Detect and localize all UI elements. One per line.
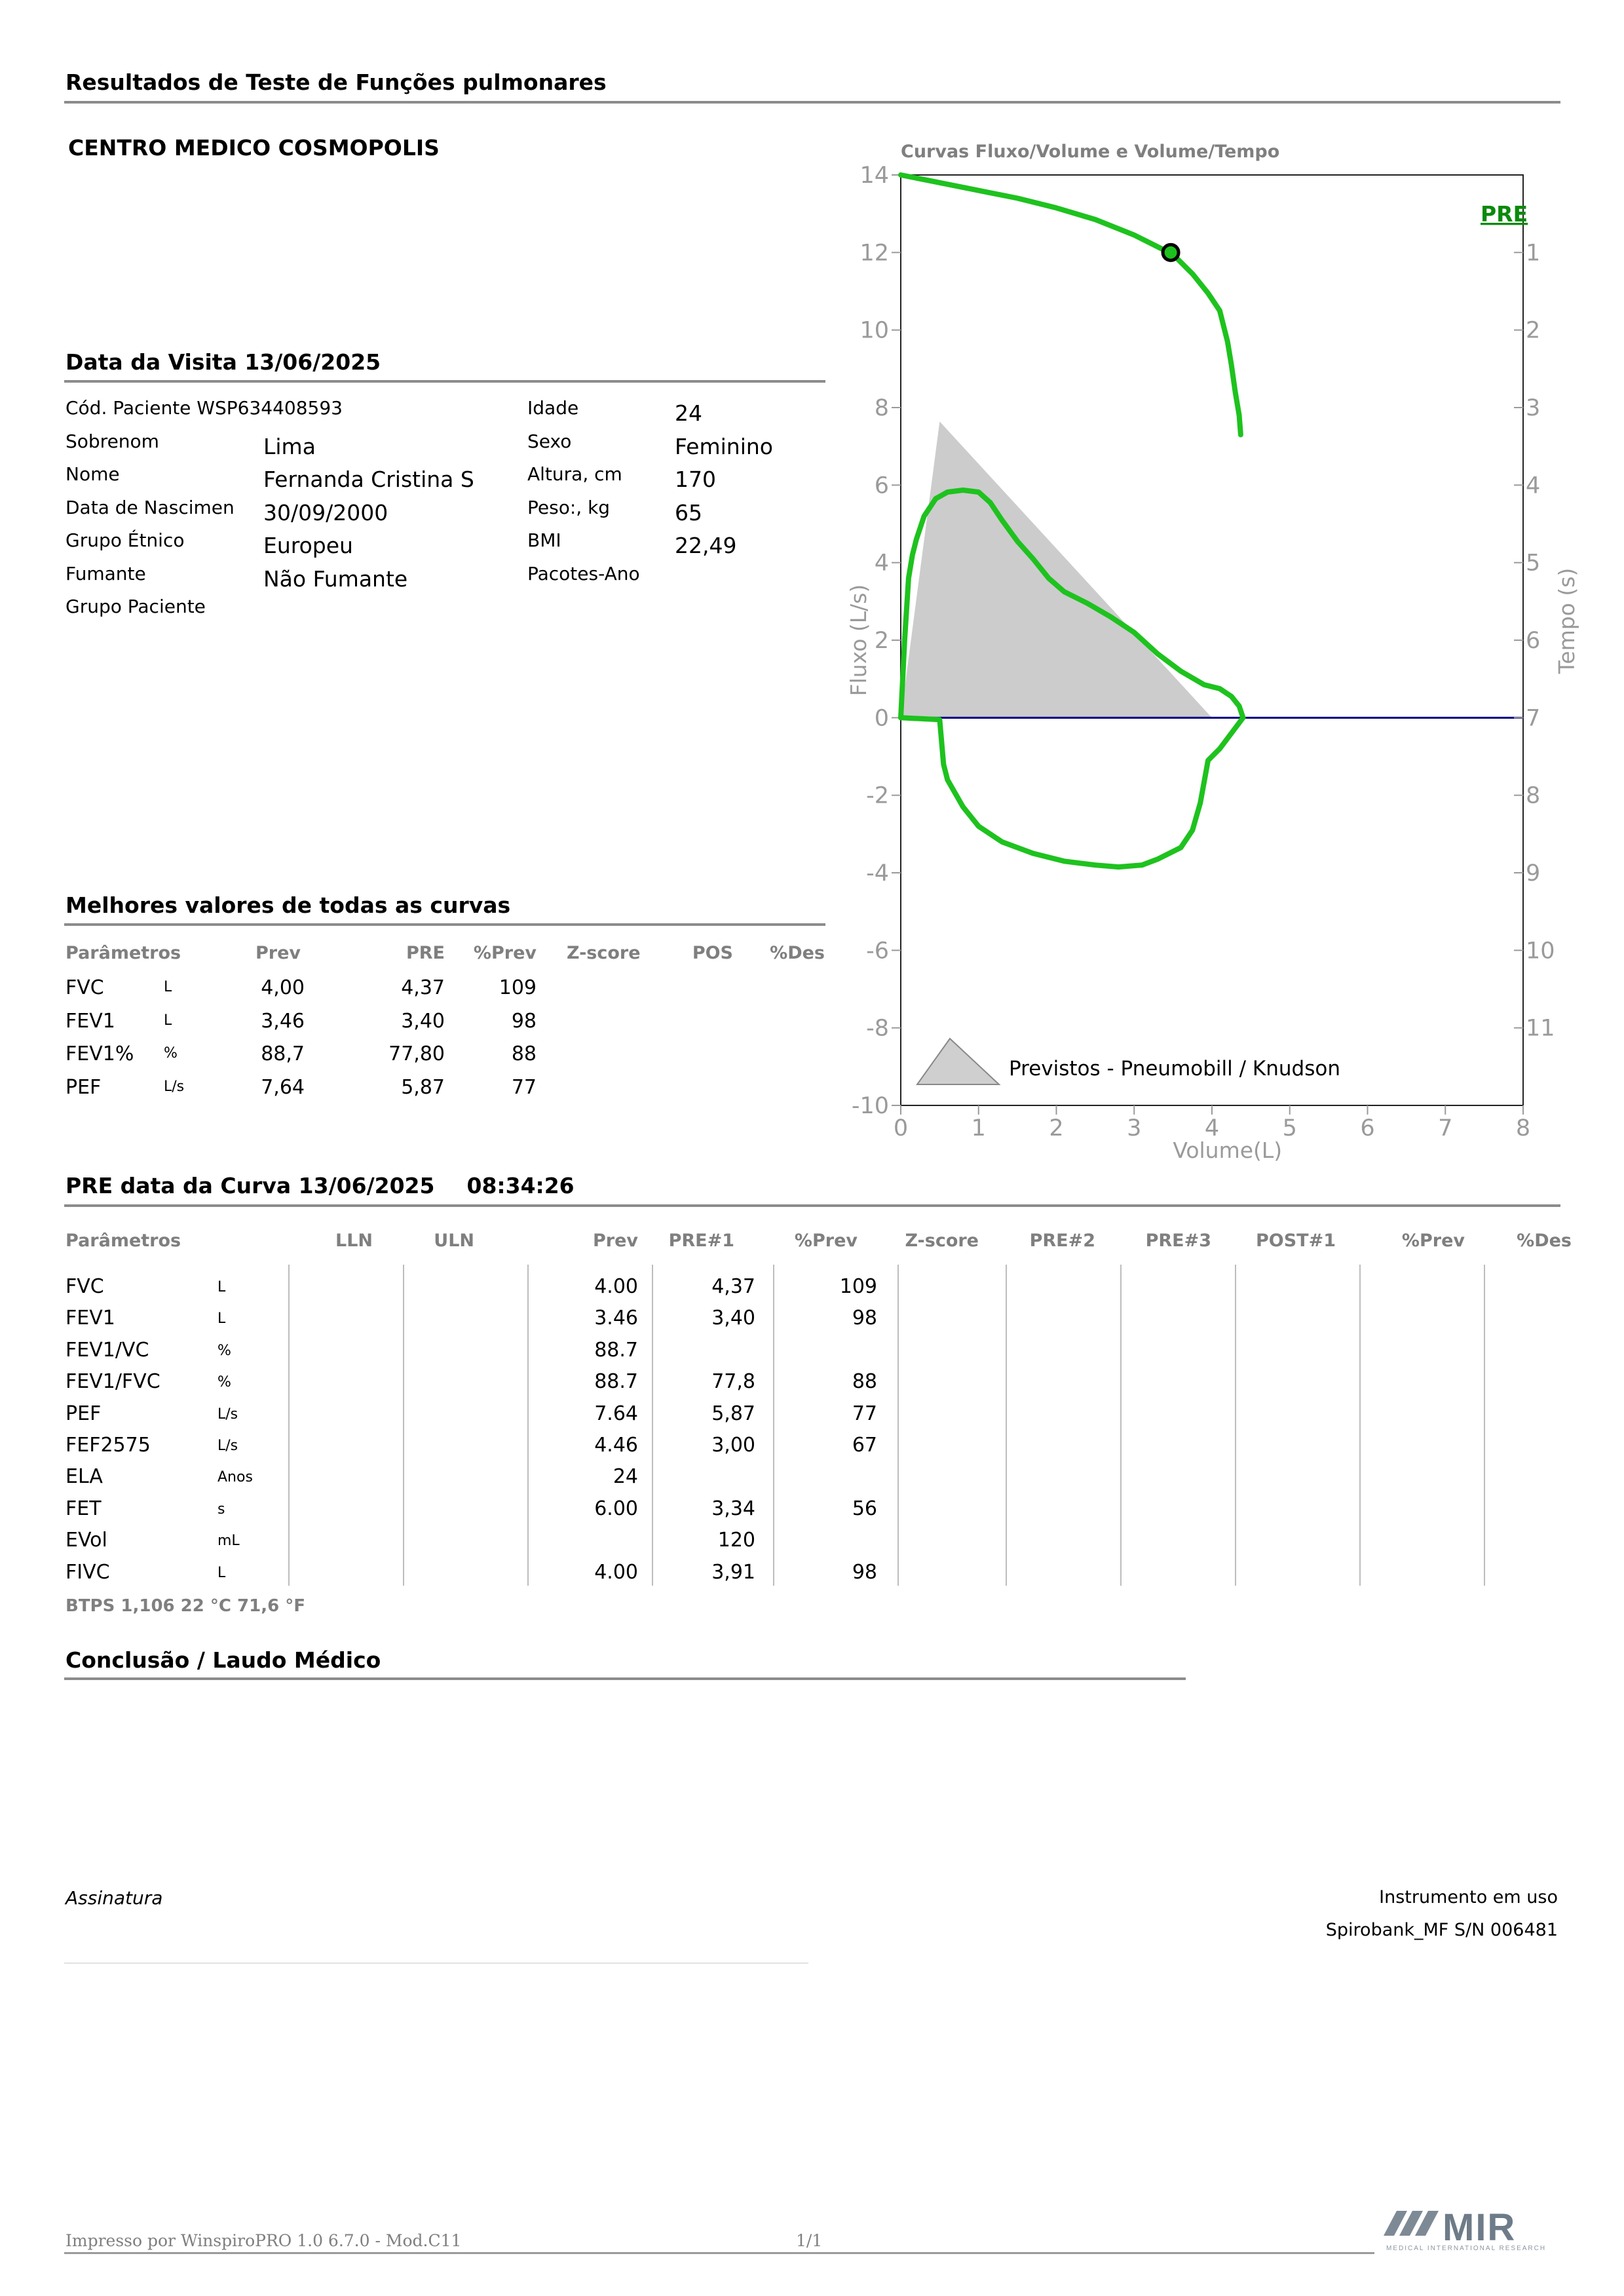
curve-row-pre1: 3,34 xyxy=(711,1497,755,1520)
curve-heading-date: PRE data da Curva 13/06/2025 xyxy=(66,1173,435,1198)
patient-field-value: 22,49 xyxy=(675,533,737,558)
best-row-pre: 77,80 xyxy=(388,1043,445,1065)
best-row-unit: L xyxy=(164,1012,172,1029)
column-separator xyxy=(403,1265,404,1586)
curve-row-pct: 56 xyxy=(852,1497,877,1520)
curve-row-param: FEF2575 xyxy=(66,1434,151,1457)
curve-column-header: PRE#3 xyxy=(1145,1231,1211,1251)
curve-row-pre1: 3,91 xyxy=(711,1560,755,1584)
y-tick-label: 0 xyxy=(874,705,889,732)
curve-row-unit: % xyxy=(217,1374,231,1391)
y-axis-label: Fluxo (L/s) xyxy=(846,584,871,697)
patient-field-label: Grupo Étnico xyxy=(66,529,185,551)
predicted-area xyxy=(901,421,1212,718)
column-separator xyxy=(1006,1265,1007,1586)
curve-column-header: %Prev xyxy=(1401,1231,1465,1251)
y2-tick-label: 3 xyxy=(1526,395,1541,421)
x-tick-label: 8 xyxy=(1515,1115,1531,1141)
patient-field-value: Não Fumante xyxy=(263,565,408,592)
curve-heading-time: 08:34:26 xyxy=(466,1173,575,1198)
curve-column-header: Parâmetros xyxy=(66,1231,181,1251)
patient-field-label: Fumante xyxy=(66,562,146,584)
x-tick-label: 7 xyxy=(1438,1115,1453,1141)
best-row-param: FEV1 xyxy=(66,1009,115,1033)
best-row-prev: 3,46 xyxy=(261,1009,305,1033)
patient-field-label: Sobrenom xyxy=(66,430,159,452)
curve-row-param: FEV1/FVC xyxy=(66,1370,161,1394)
best-values-heading: Melhores valores de todas as curvas xyxy=(66,892,511,918)
volume-time-curve xyxy=(901,175,1241,434)
curve-row-unit: Anos xyxy=(217,1469,253,1486)
best-column-header: POS xyxy=(692,943,733,963)
chart-title: Curvas Fluxo/Volume e Volume/Tempo xyxy=(901,142,1280,162)
curve-row-param: PEF xyxy=(66,1402,102,1425)
y-tick-label: -6 xyxy=(866,938,889,965)
y2-tick-label: 6 xyxy=(1526,628,1541,654)
y-tick-label: 12 xyxy=(859,240,889,267)
patient-field-label: BMI xyxy=(527,529,561,551)
curve-row-prev: 4.00 xyxy=(594,1560,638,1584)
best-column-header: Z-score xyxy=(567,943,641,963)
best-column-header: Parâmetros xyxy=(66,943,181,963)
column-separator xyxy=(527,1265,529,1586)
curve-column-header: PRE#1 xyxy=(668,1231,734,1251)
y-tick-label: 10 xyxy=(859,317,889,344)
printed-by: Impresso por WinspiroPRO 1.0 6.7.0 - Mod.C11 xyxy=(66,2231,462,2250)
y-tick-label: 4 xyxy=(874,550,889,577)
conclusion-divider xyxy=(64,1677,1186,1680)
conclusion-heading: Conclusão / Laudo Médico xyxy=(66,1647,381,1673)
curve-row-param: FVC xyxy=(66,1275,104,1298)
patient-field-label: Peso:, kg xyxy=(527,496,611,518)
curve-row-unit: L xyxy=(217,1311,226,1328)
curve-row-param: FEV1/VC xyxy=(66,1338,149,1362)
instrument-label: Instrumento em uso xyxy=(1379,1887,1558,1907)
patient-field-label: Idade xyxy=(527,397,579,419)
patient-field-value: 24 xyxy=(675,400,702,426)
patient-field-label: Nome xyxy=(66,463,120,485)
best-row-prev: 7,64 xyxy=(261,1075,305,1099)
patient-field-value: Fernanda Cristina S xyxy=(263,467,474,492)
best-row-pct: 77 xyxy=(511,1075,537,1099)
curve-column-header: %Prev xyxy=(794,1231,858,1251)
curve-row-pct: 67 xyxy=(852,1434,877,1457)
y-tick-label: -4 xyxy=(866,860,889,887)
legend-label: Previstos - Pneumobill / Knudson xyxy=(1009,1057,1340,1081)
column-separator xyxy=(288,1265,290,1586)
signature-line xyxy=(64,1962,808,1964)
x-axis-label: Volume(L) xyxy=(1173,1138,1283,1163)
patient-field-value: Lima xyxy=(263,433,316,459)
curve-row-param: FEV1 xyxy=(66,1307,115,1330)
curve-row-prev: 4.46 xyxy=(594,1434,638,1457)
patient-field-value: 65 xyxy=(675,499,702,526)
x-tick-label: 4 xyxy=(1204,1115,1220,1141)
clinic-name: CENTRO MEDICO COSMOPOLIS xyxy=(68,135,440,161)
curve-row-pct: 98 xyxy=(852,1560,877,1584)
curve-row-unit: mL xyxy=(217,1533,240,1550)
column-separator xyxy=(1235,1265,1236,1586)
best-row-param: FEV1% xyxy=(66,1043,134,1065)
curve-row-param: FET xyxy=(66,1497,102,1520)
curve-row-pre1: 77,8 xyxy=(711,1370,755,1394)
report-title: Resultados de Teste de Funções pulmonares xyxy=(66,69,607,95)
column-separator xyxy=(1484,1265,1485,1586)
best-row-param: PEF xyxy=(66,1075,102,1099)
curve-row-prev: 88.7 xyxy=(594,1370,638,1394)
best-row-prev: 4,00 xyxy=(261,976,305,999)
x-tick-label: 3 xyxy=(1127,1115,1142,1141)
curve-row-unit: L xyxy=(217,1279,226,1295)
y2-tick-label: 2 xyxy=(1526,317,1541,344)
curve-row-unit: L/s xyxy=(217,1438,238,1454)
inspiratory-curve xyxy=(901,718,1243,867)
curve-row-pct: 77 xyxy=(852,1402,877,1425)
mir-logo-subtitle: MEDICAL INTERNATIONAL RESEARCH xyxy=(1386,2245,1547,2252)
footer-divider xyxy=(64,2252,1374,2254)
y2-tick-label: 7 xyxy=(1526,705,1541,732)
y-tick-label: -2 xyxy=(866,782,889,809)
best-row-unit: L xyxy=(164,979,172,995)
best-row-pct: 109 xyxy=(499,976,537,999)
column-separator xyxy=(1120,1265,1122,1586)
instrument-value: Spirobank_MF S/N 006481 xyxy=(1325,1920,1558,1940)
best-column-header: Prev xyxy=(255,943,301,963)
y2-tick-label: 10 xyxy=(1526,938,1555,965)
column-separator xyxy=(652,1265,653,1586)
curve-row-unit: L/s xyxy=(217,1406,238,1423)
patient-field-value: 30/09/2000 xyxy=(263,499,388,526)
y2-tick-label: 5 xyxy=(1526,550,1541,577)
y-tick-label: -10 xyxy=(851,1093,889,1119)
best-row-pre: 4,37 xyxy=(401,976,445,999)
curve-column-header: PRE#2 xyxy=(1029,1231,1095,1251)
y2-tick-label: 9 xyxy=(1526,860,1541,887)
x-tick-label: 2 xyxy=(1049,1115,1064,1141)
curve-row-prev: 4.00 xyxy=(594,1275,638,1298)
curve-row-pre1: 4,37 xyxy=(711,1275,755,1298)
mir-logo-text: MIR xyxy=(1443,2206,1517,2249)
y-tick-label: 2 xyxy=(874,628,889,654)
curve-row-pre1: 3,40 xyxy=(711,1307,755,1330)
curve-row-prev: 3.46 xyxy=(594,1307,638,1330)
best-row-param: FVC xyxy=(66,976,104,999)
curve-row-prev: 7.64 xyxy=(594,1402,638,1425)
y2-tick-label: 11 xyxy=(1526,1015,1555,1042)
curve-column-header: Prev xyxy=(592,1231,638,1251)
curve-row-unit: % xyxy=(217,1342,231,1359)
y-tick-label: 14 xyxy=(859,163,889,189)
curve-row-prev: 24 xyxy=(613,1465,638,1489)
curve-row-unit: s xyxy=(217,1501,225,1518)
best-column-header: %Des xyxy=(770,943,825,963)
patient-field-label: Data de Nascimen xyxy=(66,496,235,518)
patient-field-label: Sexo xyxy=(527,430,572,452)
visit-divider xyxy=(64,380,825,383)
curve-row-prev: 6.00 xyxy=(594,1497,638,1520)
y-tick-label: 6 xyxy=(874,472,889,499)
best-row-pre: 5,87 xyxy=(401,1075,445,1099)
page-number: 1/1 xyxy=(796,2231,823,2250)
series-label-pre: PRE xyxy=(1481,201,1528,227)
best-values-divider xyxy=(64,923,825,926)
patient-field-value: Feminino xyxy=(675,433,773,459)
patient-field-value: Europeu xyxy=(263,533,353,558)
y2-tick-label: 8 xyxy=(1526,782,1541,809)
best-row-prev: 88,7 xyxy=(261,1043,305,1065)
x-tick-label: 6 xyxy=(1360,1115,1375,1141)
y2-tick-label: 1 xyxy=(1526,240,1541,267)
curve-column-header: LLN xyxy=(335,1231,373,1251)
header-divider xyxy=(64,101,1560,104)
mir-logo xyxy=(1382,2202,1566,2261)
visit-heading: Data da Visita 13/06/2025 xyxy=(66,349,381,375)
curve-heading xyxy=(66,1173,575,1198)
y-tick-label: -8 xyxy=(866,1015,889,1042)
patient-field-label: Grupo Paciente xyxy=(66,596,206,617)
y2-axis-label: Tempo (s) xyxy=(1554,567,1579,674)
curve-row-pre1: 120 xyxy=(717,1529,755,1552)
best-row-pct: 88 xyxy=(511,1043,537,1065)
best-row-pre: 3,40 xyxy=(401,1009,445,1033)
column-separator xyxy=(897,1265,899,1586)
legend-predicted-icon xyxy=(917,1039,999,1084)
x-tick-label: 1 xyxy=(971,1115,986,1141)
curve-column-header: POST#1 xyxy=(1255,1231,1336,1251)
column-separator xyxy=(1359,1265,1361,1586)
curve-divider xyxy=(64,1204,1560,1207)
x-tick-label: 0 xyxy=(893,1115,909,1141)
patient-field-label: Altura, cm xyxy=(527,463,622,485)
curve-row-pre1: 3,00 xyxy=(711,1434,755,1457)
curve-row-pct: 88 xyxy=(852,1370,877,1394)
curve-column-header: %Des xyxy=(1517,1231,1572,1251)
curve-row-unit: L xyxy=(217,1564,226,1581)
best-row-unit: L/s xyxy=(164,1078,185,1095)
column-separator xyxy=(773,1265,774,1586)
best-row-unit: % xyxy=(164,1045,178,1062)
patient-field-label: Pacotes-Ano xyxy=(527,562,640,584)
flow-volume-chart xyxy=(825,138,1585,1179)
best-column-header: %Prev xyxy=(473,943,537,963)
curve-row-param: ELA xyxy=(66,1465,103,1489)
curve-row-param: FIVC xyxy=(66,1560,110,1584)
best-row-pct: 98 xyxy=(511,1009,537,1033)
y-tick-label: 8 xyxy=(874,395,889,421)
curve-row-param: EVol xyxy=(66,1529,107,1552)
patient-field-label: Cód. Paciente WSP634408593 xyxy=(66,397,343,419)
curve-row-pct: 109 xyxy=(839,1275,877,1298)
signature-label: Assinatura xyxy=(66,1887,163,1909)
x-tick-label: 5 xyxy=(1282,1115,1297,1141)
btps-info: BTPS 1,106 22 °C 71,6 °F xyxy=(66,1596,306,1616)
curve-column-header: Z-score xyxy=(905,1231,979,1251)
best-column-header: PRE xyxy=(406,943,445,963)
curve-marker xyxy=(1163,244,1179,260)
curve-column-header: ULN xyxy=(434,1231,474,1251)
patient-field-value: 170 xyxy=(675,467,716,492)
y2-tick-label: 4 xyxy=(1526,472,1541,499)
curve-row-pct: 98 xyxy=(852,1307,877,1330)
curve-row-pre1: 5,87 xyxy=(711,1402,755,1425)
curve-row-prev: 88.7 xyxy=(594,1338,638,1362)
